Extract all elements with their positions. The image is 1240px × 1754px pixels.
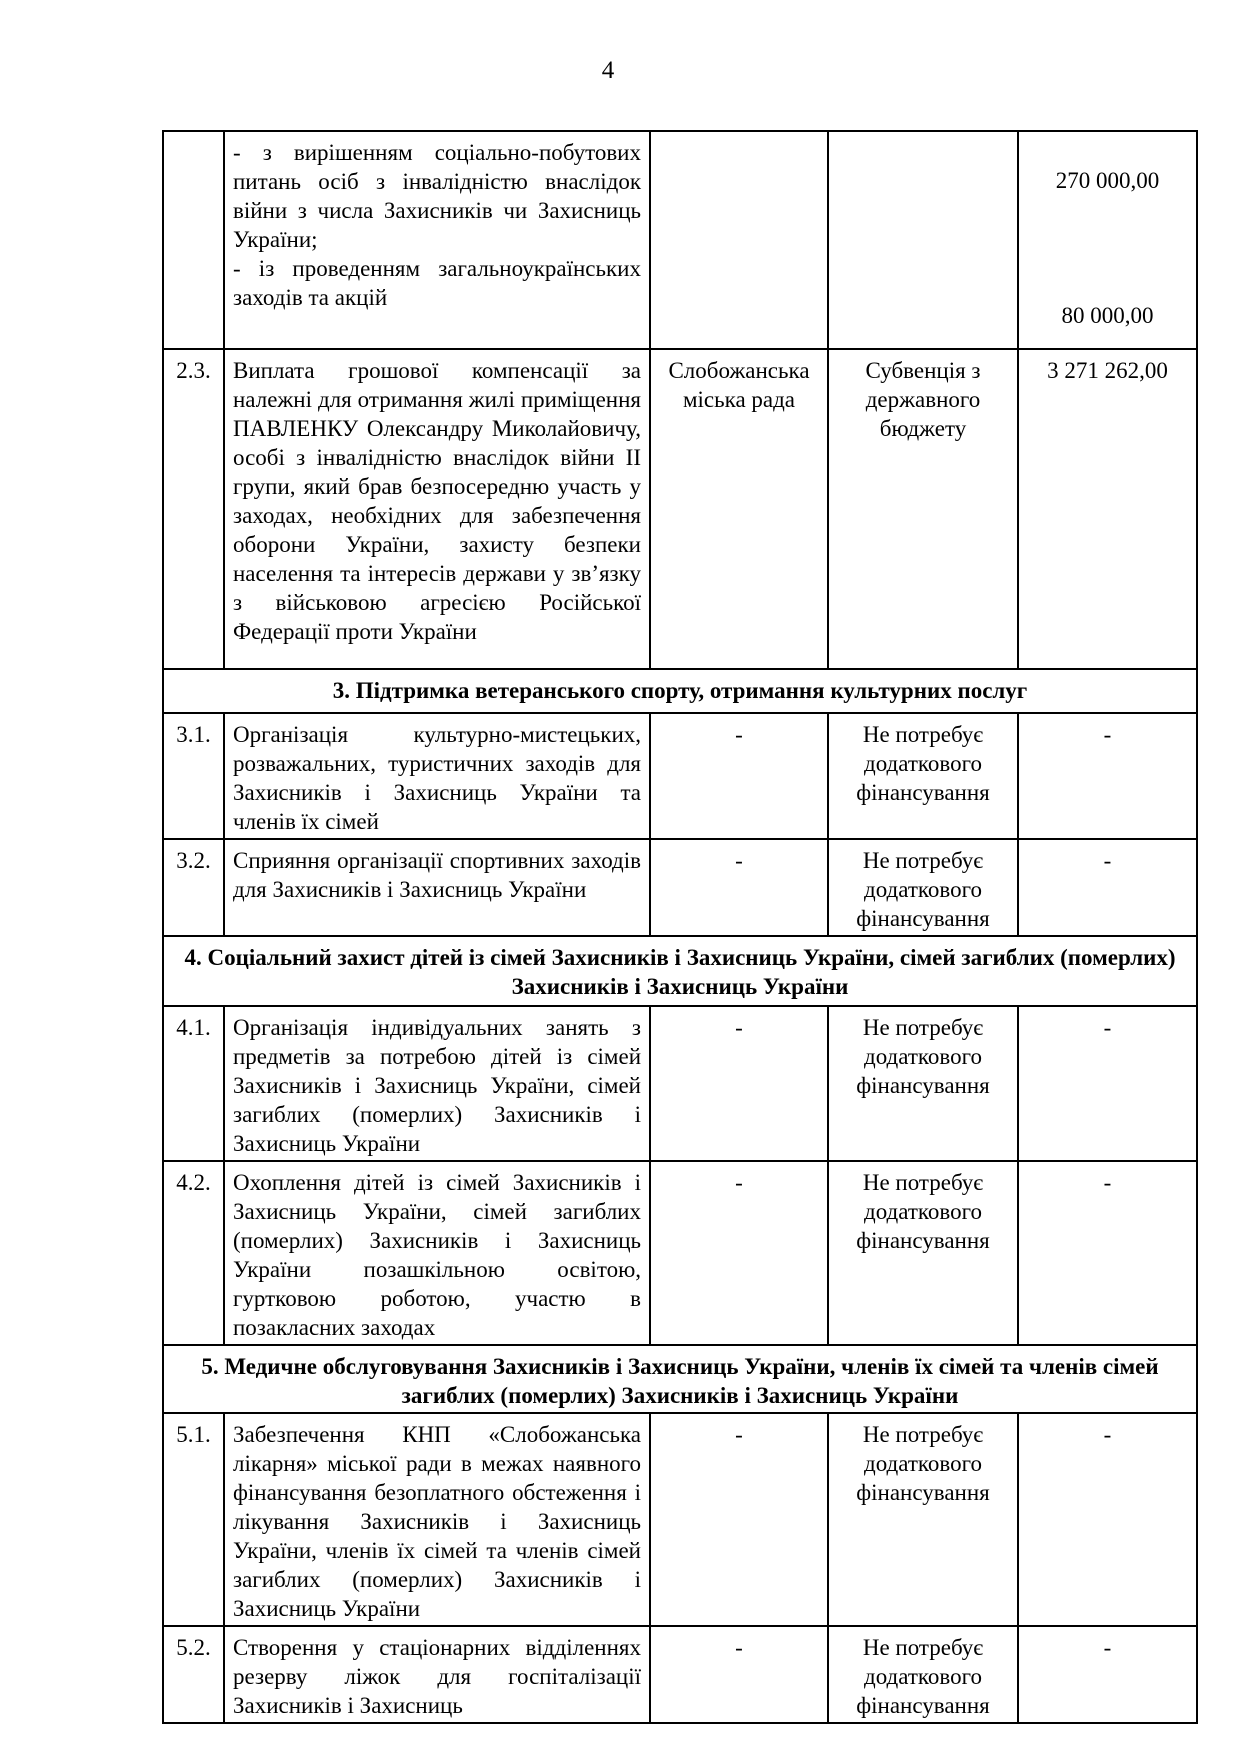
- executor-cell: -: [650, 1161, 828, 1345]
- executor-cell: -: [650, 713, 828, 839]
- funding-source-cell: Не потребує додаткового фінансування: [828, 713, 1018, 839]
- activity-description: [224, 131, 650, 349]
- section-header: 4. Соціальний захист дітей із сімей Захисників і Захисниць України, сімей загиблих (померлих) Захисників і Захисниць України: [163, 936, 1197, 1006]
- section-header-row: [163, 936, 1197, 1006]
- amount-cell: 3 271 262,00: [1018, 349, 1197, 669]
- row-number-cell: 4.2.: [163, 1161, 224, 1345]
- funding-source-cell: Не потребує додаткового фінансування: [828, 1006, 1018, 1161]
- section-header-row: [163, 669, 1197, 713]
- row-number-cell: 3.2.: [163, 839, 224, 936]
- row-number-cell: 3.1.: [163, 713, 224, 839]
- activity-description: Охоплення дітей із сімей Захисників і Захисниць України, сімей загиблих (померлих) Захисників і Захисниць України позашкільною освітою, гуртковою роботою, участю в позакласних заходах: [224, 1161, 650, 1345]
- amount-value: 270 000,00: [1055, 168, 1160, 193]
- executor-cell: -: [650, 839, 828, 936]
- funding-source-cell: [828, 131, 1018, 349]
- amount-cell: -: [1018, 713, 1197, 839]
- row-number-cell: 5.1.: [163, 1413, 224, 1626]
- activity-description: Створення у стаціонарних відділеннях резерву ліжок для госпіталізації Захисників і Захисниць: [224, 1626, 650, 1723]
- amount-cell: -: [1018, 1413, 1197, 1626]
- funding-source-cell: Не потребує додаткового фінансування: [828, 1626, 1018, 1723]
- executor-cell: Слобожанська міська рада: [650, 349, 828, 669]
- table-row: [163, 1006, 1197, 1161]
- section-header: 5. Медичне обслуговування Захисників і Захисниць України, членів їх сімей та членів сімей загиблих (померлих) Захисників і Захисниць України: [163, 1345, 1197, 1413]
- table-row: [163, 349, 1197, 669]
- executor-cell: -: [650, 1626, 828, 1723]
- amount-cell: [1018, 131, 1197, 349]
- activity-description: Забезпечення КНП «Слобожанська лікарня» міської ради в межах наявного фінансування безоплатного обстеження і лікування Захисників і Захисниць України, членів їх сімей та членів сімей загиблих (померлих) Захисників і Захисниць України: [224, 1413, 650, 1626]
- funding-source-cell: Субвенція з державного бюджету: [828, 349, 1018, 669]
- table-row: [163, 1413, 1197, 1626]
- table-row: [163, 713, 1197, 839]
- funding-source-cell: Не потребує додаткового фінансування: [828, 1161, 1018, 1345]
- table-row: [163, 1161, 1197, 1345]
- measures-table: [162, 130, 1198, 1724]
- table-row: [163, 839, 1197, 936]
- section-header-row: [163, 1345, 1197, 1413]
- row-number-cell: 5.2.: [163, 1626, 224, 1723]
- activity-description: Організація культурно-мистецьких, розважальних, туристичних заходів для Захисників і Захисниць України та членів їх сімей: [224, 713, 650, 839]
- executor-cell: -: [650, 1413, 828, 1626]
- executor-cell: -: [650, 1006, 828, 1161]
- row-number-cell: 2.3.: [163, 349, 224, 669]
- activity-description: Виплата грошової компенсації за належні для отримання жилі приміщення ПАВЛЕНКУ Олександру Миколайовичу, особі з інвалідністю внаслідок війни ІІ групи, який брав безпосередню участь у заходах, необхідних для забезпечення оборони України, захисту безпеки населення та інтересів держави у зв’язку з військовою агресією Російської Федерації проти України: [224, 349, 650, 669]
- description-paragraph: - із проведенням загальноукраїнських заходів та акцій: [233, 256, 641, 310]
- amount-cell: -: [1018, 1161, 1197, 1345]
- table-row: [163, 131, 1197, 349]
- amount-cell: -: [1018, 1626, 1197, 1723]
- description-paragraph: - з вирішенням соціально-побутових питань осіб з інвалідністю внаслідок війни з числа Захисників чи Захисниць України;: [233, 140, 641, 252]
- amount-cell: -: [1018, 1006, 1197, 1161]
- table-row: [163, 1626, 1197, 1723]
- amount-cell: -: [1018, 839, 1197, 936]
- activity-description: Сприяння організації спортивних заходів для Захисників і Захисниць України: [224, 839, 650, 936]
- row-number-cell: 4.1.: [163, 1006, 224, 1161]
- activity-description: Організація індивідуальних занять з предметів за потребою дітей із сімей Захисників і Захисниць України, сімей загиблих (померлих) Захисників і Захисниць України: [224, 1006, 650, 1161]
- page-number: 4: [601, 57, 615, 84]
- amount-value: 80 000,00: [1061, 303, 1154, 328]
- row-number-cell: [163, 131, 224, 349]
- section-header: 3. Підтримка ветеранського спорту, отримання культурних послуг: [163, 669, 1197, 713]
- funding-source-cell: Не потребує додаткового фінансування: [828, 839, 1018, 936]
- funding-source-cell: Не потребує додаткового фінансування: [828, 1413, 1018, 1626]
- executor-cell: [650, 131, 828, 349]
